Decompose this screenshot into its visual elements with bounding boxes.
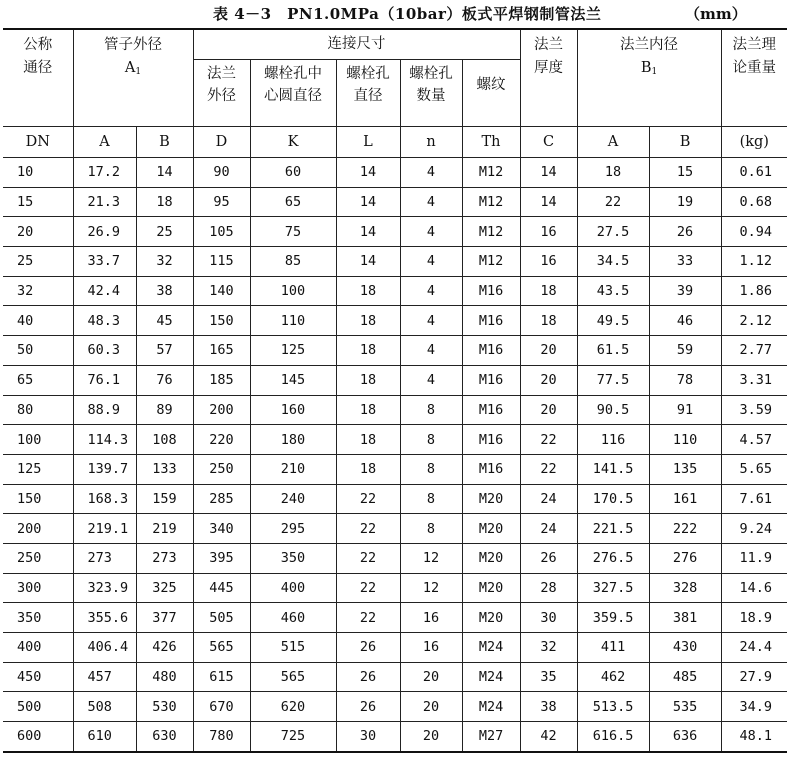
cell-flange-id-b: 39 bbox=[649, 276, 721, 306]
table-row bbox=[3, 514, 787, 544]
header-nominal-diameter: 公称 通径 bbox=[3, 29, 73, 127]
cell-thickness: 35 bbox=[520, 662, 577, 692]
cell-flange-id-b: 328 bbox=[649, 573, 721, 603]
cell-pipe-od-b: 377 bbox=[136, 603, 193, 633]
cell-weight: 3.59 bbox=[721, 395, 787, 425]
cell-bolt-count: 20 bbox=[400, 692, 462, 722]
cell-bolt-circle: 160 bbox=[250, 395, 336, 425]
cell-thickness: 24 bbox=[520, 484, 577, 514]
cell-bolt-circle: 295 bbox=[250, 514, 336, 544]
cell-bolt-count: 4 bbox=[400, 158, 462, 188]
cell-thickness: 20 bbox=[520, 365, 577, 395]
cell-bolt-circle: 180 bbox=[250, 425, 336, 455]
cell-thread: M24 bbox=[462, 633, 520, 663]
cell-flange-id-b: 59 bbox=[649, 336, 721, 366]
cell-thickness: 16 bbox=[520, 247, 577, 277]
cell-thread: M27 bbox=[462, 722, 520, 752]
cell-dn: 350 bbox=[3, 603, 73, 633]
cell-bolt-circle: 125 bbox=[250, 336, 336, 366]
cell-flange-id-b: 15 bbox=[649, 158, 721, 188]
cell-flange-id-b: 535 bbox=[649, 692, 721, 722]
cell-thickness: 28 bbox=[520, 573, 577, 603]
header-flange-outer-diameter: 法兰 外径 bbox=[193, 60, 250, 127]
cell-weight: 0.68 bbox=[721, 187, 787, 217]
symbol-cell: Th bbox=[462, 127, 520, 158]
cell-bolt-circle: 725 bbox=[250, 722, 336, 752]
cell-bolt-hole-dia: 18 bbox=[336, 454, 400, 484]
cell-bolt-count: 12 bbox=[400, 543, 462, 573]
cell-flange-id-b: 91 bbox=[649, 395, 721, 425]
cell-bolt-hole-dia: 14 bbox=[336, 247, 400, 277]
cell-pipe-od-a: 406.4 bbox=[73, 633, 136, 663]
cell-pipe-od-b: 133 bbox=[136, 454, 193, 484]
cell-bolt-count: 20 bbox=[400, 662, 462, 692]
flange-dimension-table bbox=[3, 28, 787, 753]
cell-weight: 27.9 bbox=[721, 662, 787, 692]
header-flange-weight: 法兰理 论重量 bbox=[721, 29, 787, 127]
cell-bolt-hole-dia: 14 bbox=[336, 217, 400, 247]
cell-bolt-circle: 100 bbox=[250, 276, 336, 306]
cell-pipe-od-a: 508 bbox=[73, 692, 136, 722]
cell-bolt-count: 4 bbox=[400, 306, 462, 336]
table-row bbox=[3, 158, 787, 188]
cell-bolt-count: 4 bbox=[400, 217, 462, 247]
cell-thickness: 20 bbox=[520, 395, 577, 425]
cell-dn: 100 bbox=[3, 425, 73, 455]
cell-flange-od: 115 bbox=[193, 247, 250, 277]
cell-thread: M20 bbox=[462, 514, 520, 544]
cell-flange-id-a: 18 bbox=[577, 158, 649, 188]
cell-dn: 200 bbox=[3, 514, 73, 544]
table-unit: （mm） bbox=[685, 5, 747, 23]
cell-pipe-od-b: 108 bbox=[136, 425, 193, 455]
cell-flange-id-a: 411 bbox=[577, 633, 649, 663]
cell-bolt-circle: 110 bbox=[250, 306, 336, 336]
cell-pipe-od-b: 159 bbox=[136, 484, 193, 514]
cell-bolt-count: 20 bbox=[400, 722, 462, 752]
cell-flange-id-b: 276 bbox=[649, 543, 721, 573]
cell-bolt-hole-dia: 26 bbox=[336, 692, 400, 722]
cell-thickness: 14 bbox=[520, 158, 577, 188]
cell-thickness: 26 bbox=[520, 543, 577, 573]
table-row bbox=[3, 633, 787, 663]
cell-weight: 24.4 bbox=[721, 633, 787, 663]
cell-flange-od: 250 bbox=[193, 454, 250, 484]
cell-flange-id-a: 27.5 bbox=[577, 217, 649, 247]
cell-flange-od: 505 bbox=[193, 603, 250, 633]
cell-flange-od: 220 bbox=[193, 425, 250, 455]
cell-bolt-hole-dia: 14 bbox=[336, 158, 400, 188]
cell-pipe-od-a: 610 bbox=[73, 722, 136, 752]
cell-thickness: 42 bbox=[520, 722, 577, 752]
cell-bolt-hole-dia: 18 bbox=[336, 336, 400, 366]
cell-flange-od: 395 bbox=[193, 543, 250, 573]
cell-pipe-od-a: 17.2 bbox=[73, 158, 136, 188]
table-row bbox=[3, 395, 787, 425]
table-caption bbox=[0, 0, 790, 28]
header-flange-thickness: 法兰 厚度 bbox=[520, 29, 577, 127]
cell-thread: M16 bbox=[462, 365, 520, 395]
header-pipe-outer-diameter: 管子外径 $A_1$ bbox=[73, 29, 193, 127]
symbol-cell: A bbox=[577, 127, 649, 158]
cell-weight: 9.24 bbox=[721, 514, 787, 544]
cell-thread: M20 bbox=[462, 543, 520, 573]
cell-thread: M12 bbox=[462, 187, 520, 217]
table-row bbox=[3, 722, 787, 752]
cell-bolt-count: 12 bbox=[400, 573, 462, 603]
cell-pipe-od-a: 26.9 bbox=[73, 217, 136, 247]
cell-flange-id-b: 110 bbox=[649, 425, 721, 455]
cell-bolt-hole-dia: 18 bbox=[336, 425, 400, 455]
cell-bolt-hole-dia: 18 bbox=[336, 365, 400, 395]
cell-flange-id-a: 513.5 bbox=[577, 692, 649, 722]
table-row bbox=[3, 543, 787, 573]
cell-pipe-od-a: 88.9 bbox=[73, 395, 136, 425]
cell-pipe-od-b: 480 bbox=[136, 662, 193, 692]
table-row bbox=[3, 692, 787, 722]
cell-flange-od: 150 bbox=[193, 306, 250, 336]
table-header bbox=[3, 29, 787, 158]
cell-flange-od: 670 bbox=[193, 692, 250, 722]
header-flange-inner-diameter: 法兰内径 $B_1$ bbox=[577, 29, 721, 127]
cell-dn: 80 bbox=[3, 395, 73, 425]
cell-thickness: 30 bbox=[520, 603, 577, 633]
cell-thread: M12 bbox=[462, 247, 520, 277]
cell-flange-od: 780 bbox=[193, 722, 250, 752]
cell-dn: 600 bbox=[3, 722, 73, 752]
cell-dn: 125 bbox=[3, 454, 73, 484]
cell-thread: M12 bbox=[462, 158, 520, 188]
cell-thickness: 32 bbox=[520, 633, 577, 663]
cell-bolt-hole-dia: 22 bbox=[336, 484, 400, 514]
cell-flange-id-b: 46 bbox=[649, 306, 721, 336]
cell-thickness: 20 bbox=[520, 336, 577, 366]
cell-weight: 5.65 bbox=[721, 454, 787, 484]
cell-weight: 18.9 bbox=[721, 603, 787, 633]
cell-flange-id-b: 33 bbox=[649, 247, 721, 277]
cell-bolt-hole-dia: 18 bbox=[336, 276, 400, 306]
cell-dn: 25 bbox=[3, 247, 73, 277]
cell-flange-id-a: 77.5 bbox=[577, 365, 649, 395]
cell-pipe-od-b: 76 bbox=[136, 365, 193, 395]
cell-bolt-count: 4 bbox=[400, 336, 462, 366]
cell-pipe-od-a: 33.7 bbox=[73, 247, 136, 277]
cell-pipe-od-a: 48.3 bbox=[73, 306, 136, 336]
cell-flange-od: 185 bbox=[193, 365, 250, 395]
cell-bolt-circle: 145 bbox=[250, 365, 336, 395]
cell-bolt-circle: 85 bbox=[250, 247, 336, 277]
cell-flange-od: 615 bbox=[193, 662, 250, 692]
cell-flange-od: 165 bbox=[193, 336, 250, 366]
cell-thread: M16 bbox=[462, 306, 520, 336]
symbol-cell: L bbox=[336, 127, 400, 158]
cell-dn: 50 bbox=[3, 336, 73, 366]
cell-dn: 10 bbox=[3, 158, 73, 188]
cell-flange-od: 340 bbox=[193, 514, 250, 544]
cell-bolt-hole-dia: 18 bbox=[336, 395, 400, 425]
cell-thickness: 38 bbox=[520, 692, 577, 722]
cell-flange-od: 95 bbox=[193, 187, 250, 217]
symbol-cell: A bbox=[73, 127, 136, 158]
cell-bolt-circle: 565 bbox=[250, 662, 336, 692]
cell-pipe-od-b: 18 bbox=[136, 187, 193, 217]
cell-pipe-od-a: 139.7 bbox=[73, 454, 136, 484]
cell-flange-id-a: 462 bbox=[577, 662, 649, 692]
cell-flange-id-a: 49.5 bbox=[577, 306, 649, 336]
symbol-cell: B bbox=[136, 127, 193, 158]
cell-bolt-circle: 60 bbox=[250, 158, 336, 188]
cell-bolt-circle: 400 bbox=[250, 573, 336, 603]
cell-thickness: 14 bbox=[520, 187, 577, 217]
cell-bolt-hole-dia: 22 bbox=[336, 603, 400, 633]
cell-bolt-circle: 210 bbox=[250, 454, 336, 484]
cell-flange-id-b: 19 bbox=[649, 187, 721, 217]
cell-dn: 250 bbox=[3, 543, 73, 573]
symbol-cell: n bbox=[400, 127, 462, 158]
cell-thread: M16 bbox=[462, 336, 520, 366]
cell-bolt-count: 4 bbox=[400, 187, 462, 217]
cell-bolt-count: 16 bbox=[400, 603, 462, 633]
cell-bolt-hole-dia: 22 bbox=[336, 573, 400, 603]
cell-pipe-od-a: 21.3 bbox=[73, 187, 136, 217]
table-row bbox=[3, 187, 787, 217]
cell-bolt-count: 8 bbox=[400, 425, 462, 455]
cell-flange-od: 565 bbox=[193, 633, 250, 663]
cell-flange-id-b: 636 bbox=[649, 722, 721, 752]
cell-bolt-count: 8 bbox=[400, 514, 462, 544]
cell-thickness: 18 bbox=[520, 276, 577, 306]
cell-thread: M24 bbox=[462, 662, 520, 692]
table-row bbox=[3, 306, 787, 336]
cell-bolt-hole-dia: 22 bbox=[336, 514, 400, 544]
cell-pipe-od-a: 60.3 bbox=[73, 336, 136, 366]
cell-flange-id-a: 359.5 bbox=[577, 603, 649, 633]
cell-weight: 48.1 bbox=[721, 722, 787, 752]
cell-bolt-count: 4 bbox=[400, 247, 462, 277]
cell-flange-od: 445 bbox=[193, 573, 250, 603]
cell-thickness: 24 bbox=[520, 514, 577, 544]
header-bolt-circle-diameter: 螺栓孔中 心圆直径 bbox=[250, 60, 336, 127]
cell-bolt-circle: 515 bbox=[250, 633, 336, 663]
cell-thread: M16 bbox=[462, 395, 520, 425]
cell-dn: 300 bbox=[3, 573, 73, 603]
symbol-cell: C bbox=[520, 127, 577, 158]
cell-weight: 2.12 bbox=[721, 306, 787, 336]
table-row bbox=[3, 573, 787, 603]
cell-flange-id-a: 34.5 bbox=[577, 247, 649, 277]
table-body bbox=[3, 158, 787, 752]
cell-weight: 1.12 bbox=[721, 247, 787, 277]
cell-thickness: 16 bbox=[520, 217, 577, 247]
cell-pipe-od-a: 42.4 bbox=[73, 276, 136, 306]
cell-pipe-od-a: 273 bbox=[73, 543, 136, 573]
cell-weight: 0.94 bbox=[721, 217, 787, 247]
cell-dn: 150 bbox=[3, 484, 73, 514]
cell-bolt-hole-dia: 18 bbox=[336, 306, 400, 336]
cell-thickness: 18 bbox=[520, 306, 577, 336]
cell-bolt-count: 8 bbox=[400, 484, 462, 514]
cell-pipe-od-a: 355.6 bbox=[73, 603, 136, 633]
cell-flange-id-b: 485 bbox=[649, 662, 721, 692]
cell-thread: M16 bbox=[462, 276, 520, 306]
cell-flange-id-a: 141.5 bbox=[577, 454, 649, 484]
cell-bolt-count: 16 bbox=[400, 633, 462, 663]
cell-pipe-od-b: 89 bbox=[136, 395, 193, 425]
table-row bbox=[3, 484, 787, 514]
cell-pipe-od-b: 45 bbox=[136, 306, 193, 336]
cell-bolt-count: 4 bbox=[400, 276, 462, 306]
cell-pipe-od-b: 219 bbox=[136, 514, 193, 544]
cell-flange-od: 105 bbox=[193, 217, 250, 247]
cell-pipe-od-a: 219.1 bbox=[73, 514, 136, 544]
symbol-cell: K bbox=[250, 127, 336, 158]
cell-dn: 40 bbox=[3, 306, 73, 336]
cell-bolt-count: 8 bbox=[400, 454, 462, 484]
header-connection-dimensions: 连接尺寸 bbox=[193, 29, 520, 60]
cell-bolt-count: 4 bbox=[400, 365, 462, 395]
cell-flange-od: 200 bbox=[193, 395, 250, 425]
cell-pipe-od-a: 114.3 bbox=[73, 425, 136, 455]
cell-bolt-hole-dia: 14 bbox=[336, 187, 400, 217]
cell-weight: 1.86 bbox=[721, 276, 787, 306]
cell-pipe-od-b: 14 bbox=[136, 158, 193, 188]
cell-weight: 4.57 bbox=[721, 425, 787, 455]
table-row bbox=[3, 454, 787, 484]
cell-dn: 450 bbox=[3, 662, 73, 692]
cell-bolt-circle: 350 bbox=[250, 543, 336, 573]
cell-dn: 20 bbox=[3, 217, 73, 247]
cell-pipe-od-a: 168.3 bbox=[73, 484, 136, 514]
symbol-cell: (kg) bbox=[721, 127, 787, 158]
header-thread: 螺纹 bbox=[462, 60, 520, 127]
cell-pipe-od-b: 273 bbox=[136, 543, 193, 573]
cell-flange-id-a: 616.5 bbox=[577, 722, 649, 752]
cell-pipe-od-b: 25 bbox=[136, 217, 193, 247]
symbol-cell: D bbox=[193, 127, 250, 158]
cell-flange-od: 140 bbox=[193, 276, 250, 306]
cell-thread: M12 bbox=[462, 217, 520, 247]
cell-bolt-hole-dia: 30 bbox=[336, 722, 400, 752]
cell-dn: 500 bbox=[3, 692, 73, 722]
cell-weight: 11.9 bbox=[721, 543, 787, 573]
cell-thread: M16 bbox=[462, 425, 520, 455]
cell-flange-id-b: 222 bbox=[649, 514, 721, 544]
cell-flange-id-b: 78 bbox=[649, 365, 721, 395]
cell-flange-id-b: 135 bbox=[649, 454, 721, 484]
header-symbol-row bbox=[3, 127, 787, 158]
cell-flange-id-a: 43.5 bbox=[577, 276, 649, 306]
cell-flange-id-a: 221.5 bbox=[577, 514, 649, 544]
cell-pipe-od-b: 530 bbox=[136, 692, 193, 722]
cell-pipe-od-b: 426 bbox=[136, 633, 193, 663]
cell-weight: 34.9 bbox=[721, 692, 787, 722]
cell-weight: 7.61 bbox=[721, 484, 787, 514]
table-row bbox=[3, 247, 787, 277]
cell-flange-od: 90 bbox=[193, 158, 250, 188]
cell-thread: M24 bbox=[462, 692, 520, 722]
cell-bolt-hole-dia: 22 bbox=[336, 543, 400, 573]
table-row bbox=[3, 276, 787, 306]
cell-bolt-circle: 620 bbox=[250, 692, 336, 722]
table-row bbox=[3, 365, 787, 395]
cell-thickness: 22 bbox=[520, 425, 577, 455]
cell-thread: M16 bbox=[462, 454, 520, 484]
cell-pipe-od-b: 325 bbox=[136, 573, 193, 603]
cell-bolt-circle: 240 bbox=[250, 484, 336, 514]
cell-bolt-hole-dia: 26 bbox=[336, 662, 400, 692]
cell-flange-id-b: 430 bbox=[649, 633, 721, 663]
cell-weight: 3.31 bbox=[721, 365, 787, 395]
cell-flange-id-a: 61.5 bbox=[577, 336, 649, 366]
cell-flange-id-a: 170.5 bbox=[577, 484, 649, 514]
cell-bolt-count: 8 bbox=[400, 395, 462, 425]
cell-weight: 14.6 bbox=[721, 573, 787, 603]
cell-flange-id-b: 26 bbox=[649, 217, 721, 247]
table-row bbox=[3, 662, 787, 692]
table-row bbox=[3, 336, 787, 366]
cell-dn: 400 bbox=[3, 633, 73, 663]
cell-flange-od: 285 bbox=[193, 484, 250, 514]
cell-weight: 2.77 bbox=[721, 336, 787, 366]
header-bolt-hole-count: 螺栓孔 数量 bbox=[400, 60, 462, 127]
cell-bolt-hole-dia: 26 bbox=[336, 633, 400, 663]
cell-thread: M20 bbox=[462, 573, 520, 603]
cell-flange-id-b: 161 bbox=[649, 484, 721, 514]
cell-dn: 32 bbox=[3, 276, 73, 306]
cell-thickness: 22 bbox=[520, 454, 577, 484]
table-title: 表 4－3 PN1.0MPa（10bar）板式平焊钢制管法兰 bbox=[213, 5, 602, 23]
cell-pipe-od-b: 32 bbox=[136, 247, 193, 277]
cell-thread: M20 bbox=[462, 484, 520, 514]
table-row bbox=[3, 217, 787, 247]
cell-flange-id-a: 22 bbox=[577, 187, 649, 217]
header-bolt-hole-diameter: 螺栓孔 直径 bbox=[336, 60, 400, 127]
cell-flange-id-a: 116 bbox=[577, 425, 649, 455]
cell-bolt-circle: 65 bbox=[250, 187, 336, 217]
cell-flange-id-a: 276.5 bbox=[577, 543, 649, 573]
cell-flange-id-b: 381 bbox=[649, 603, 721, 633]
cell-pipe-od-a: 76.1 bbox=[73, 365, 136, 395]
table-row bbox=[3, 603, 787, 633]
cell-dn: 15 bbox=[3, 187, 73, 217]
cell-pipe-od-b: 57 bbox=[136, 336, 193, 366]
cell-pipe-od-a: 323.9 bbox=[73, 573, 136, 603]
symbol-cell: DN bbox=[3, 127, 73, 158]
cell-flange-id-a: 90.5 bbox=[577, 395, 649, 425]
cell-pipe-od-a: 457 bbox=[73, 662, 136, 692]
cell-thread: M20 bbox=[462, 603, 520, 633]
cell-flange-id-a: 327.5 bbox=[577, 573, 649, 603]
cell-bolt-circle: 75 bbox=[250, 217, 336, 247]
cell-dn: 65 bbox=[3, 365, 73, 395]
cell-weight: 0.61 bbox=[721, 158, 787, 188]
cell-pipe-od-b: 630 bbox=[136, 722, 193, 752]
cell-pipe-od-b: 38 bbox=[136, 276, 193, 306]
table-row bbox=[3, 425, 787, 455]
cell-bolt-circle: 460 bbox=[250, 603, 336, 633]
symbol-cell: B bbox=[649, 127, 721, 158]
